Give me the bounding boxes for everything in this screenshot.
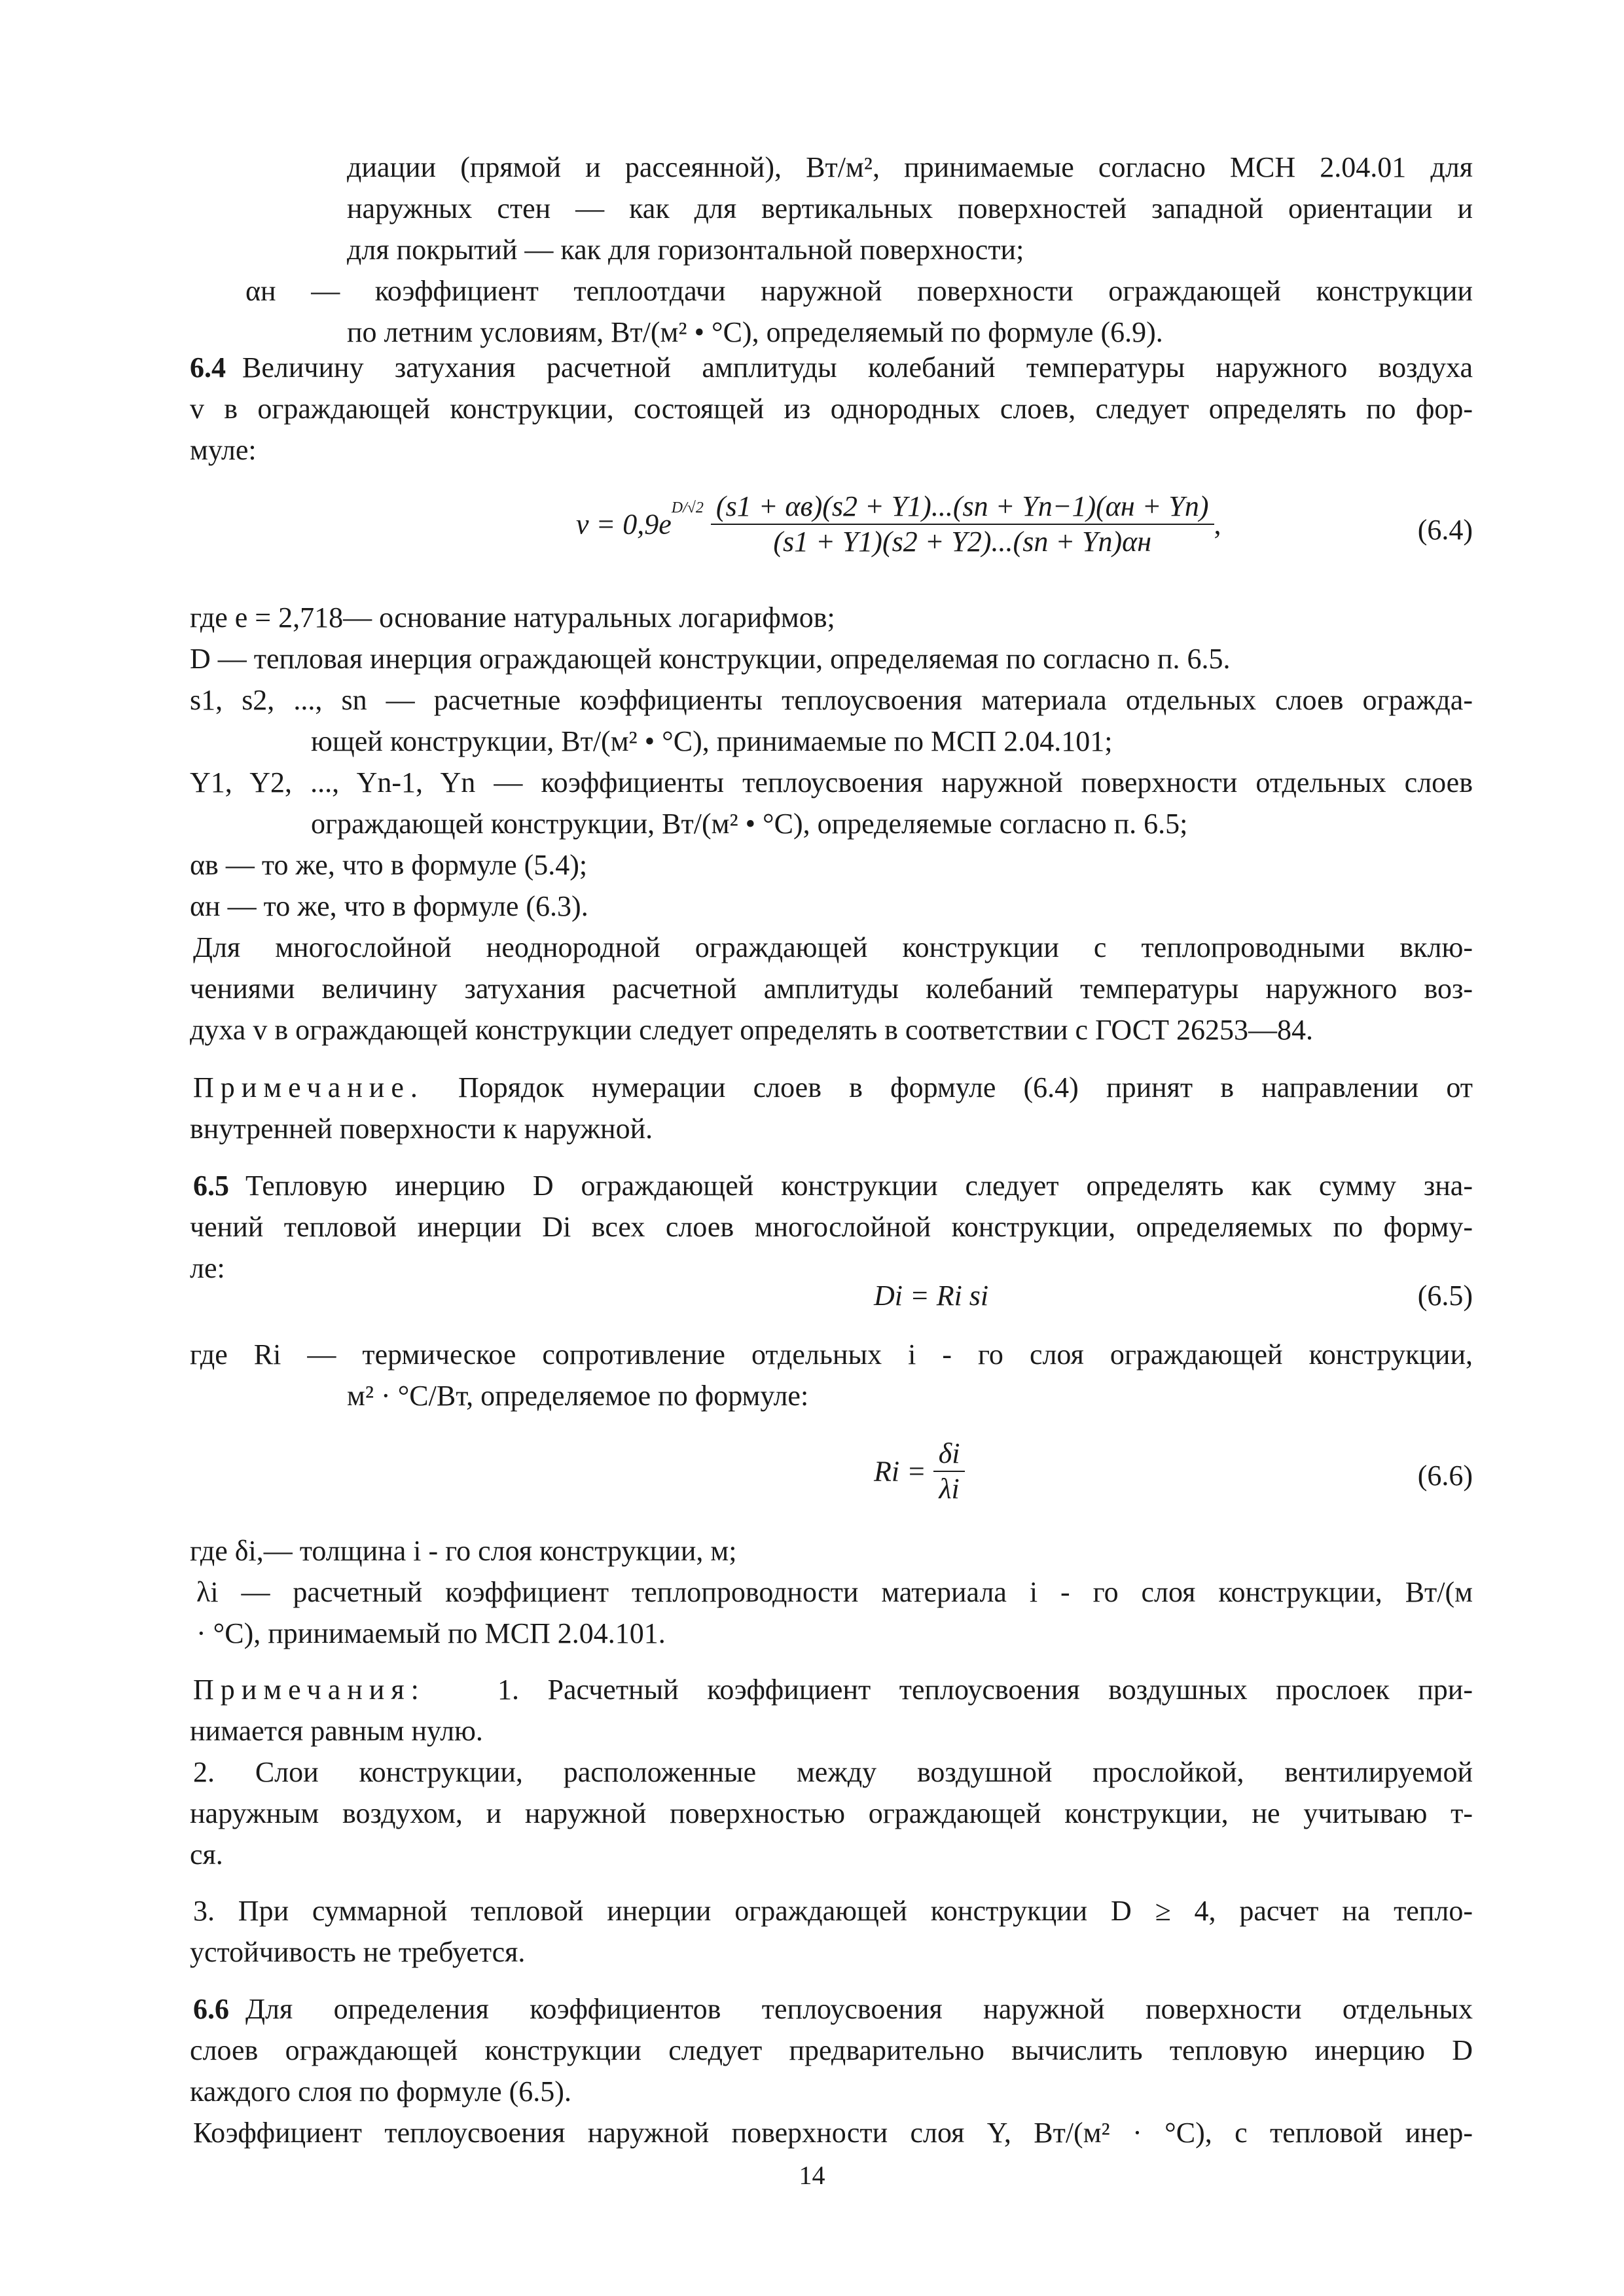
- text-line: м² · °С/Вт, определяемое по формуле:: [347, 1380, 809, 1412]
- text-line: устойчивость не требуется.: [190, 1936, 526, 1968]
- text-line: диации (прямой и рассеянной), Вт/м², принимаемые согласно МСН 2.04.01 для: [347, 151, 1473, 183]
- text-line: каждого слоя по формуле (6.5).: [190, 2075, 571, 2108]
- text-line: где δi,— толщина i - го слоя конструкции, м;: [190, 1535, 737, 1567]
- text-line: где е = 2,718— основание натуральных логарифмов;: [190, 601, 835, 634]
- text-line: s1, s2, ..., sn — расчетные коэффициенты теплоусвоения материала отдельных слоев огражда-: [190, 684, 1473, 716]
- text-line: чениями величину затухания расчетной амплитуды колебаний температуры наружного воз-: [190, 973, 1473, 1005]
- text-line: нимается равным нулю.: [190, 1715, 483, 1747]
- text-line: Y1, Y2, ..., Yn-1, Yn — коэффициенты теплоусвоения наружной поверхности отдельных слоев: [190, 766, 1473, 798]
- eq-exponent: D/√2: [671, 499, 704, 517]
- eq-fraction: [711, 490, 1214, 559]
- page-number: 14: [799, 2161, 825, 2190]
- eq-denominator: (s1 + Y1)(s2 + Y2)...(sn + Yn)αн: [773, 526, 1152, 558]
- text-line: Для определения коэффициентов теплоусвоения наружной поверхности отдельных: [245, 1993, 1473, 2025]
- eq-lhs: Ri =: [874, 1455, 926, 1488]
- note-label: Примечание.: [193, 1071, 424, 1103]
- text-line: внутренней поверхности к наружной.: [190, 1113, 653, 1145]
- section-number: 6.4: [190, 351, 226, 384]
- text-line: ограждающей конструкции, Вт/(м² • °С), определяемые согласно п. 6.5;: [311, 808, 1188, 840]
- eq-fraction: [933, 1437, 965, 1506]
- equation-number: (6.4): [1417, 514, 1473, 546]
- text-line: наружных стен — как для вертикальных поверхностей западной ориентации и: [347, 192, 1473, 224]
- section-number: 6.6: [193, 1993, 229, 2025]
- eq-numerator: (s1 + αв)(s2 + Y1)...(sn + Yn−1)(αн + Yn): [711, 490, 1214, 525]
- text-line: для покрытий — как для горизонтальной поверхности;: [347, 234, 1024, 266]
- eq-numerator: δi: [933, 1437, 965, 1472]
- text-line: 1. Расчетный коэффициент теплоусвоения воздушных прослоек при-: [497, 1674, 1473, 1706]
- equation-6-6: [874, 1437, 965, 1506]
- text-line: Порядок нумерации слоев в формуле (6.4) принят в направлении от: [458, 1071, 1473, 1103]
- text-line: 3. При суммарной тепловой инерции ограждающей конструкции D ≥ 4, расчет на тепло-: [193, 1895, 1473, 1927]
- text-line: αв — то же, что в формуле (5.4);: [190, 849, 588, 881]
- text-line: αн — то же, что в формуле (6.3).: [190, 890, 588, 922]
- eq-lhs: ν = 0,9e: [576, 508, 672, 541]
- eq-tail: ,: [1214, 508, 1221, 541]
- text-line: 2. Слои конструкции, расположенные между воздушной прослойкой, вентилируемой: [193, 1756, 1473, 1788]
- text-line: αн — коэффициент теплоотдачи наружной поверхности ограждающей конструкции: [245, 275, 1473, 307]
- equation-6-5: Di = Ri si: [874, 1280, 989, 1312]
- text-line: Коэффициент теплоусвоения наружной поверхности слоя Y, Вт/(м² · °С), с тепловой инер-: [193, 2117, 1473, 2149]
- text-line: ся.: [190, 1839, 223, 1871]
- text-line: слоев ограждающей конструкции следует предварительно вычислить тепловую инерцию D: [190, 2034, 1473, 2066]
- text-line: · °С), принимаемый по МСП 2.04.101.: [196, 1617, 666, 1649]
- equation-6-4: [576, 490, 1221, 559]
- text-line: D — тепловая инерция ограждающей конструкции, определяемая по согласно п. 6.5.: [190, 643, 1231, 675]
- text-line: где Ri — термическое сопротивление отдельных i - го слоя ограждающей конструкции,: [190, 1338, 1473, 1371]
- notes-label: Примечания:: [193, 1674, 425, 1706]
- eq-denominator: λi: [939, 1473, 960, 1505]
- text-line: Для многослойной неоднородной ограждающей конструкции с теплопроводными вклю-: [193, 931, 1473, 963]
- text-line: чений тепловой инерции Di всех слоев многослойной конструкции, определяемых по форму-: [190, 1211, 1473, 1243]
- equation-number: (6.5): [1417, 1280, 1473, 1312]
- text-line: λi — расчетный коэффициент теплопроводности материала i - го слоя конструкции, Вт/(м: [196, 1576, 1473, 1608]
- text-line: Тепловую инерцию D ограждающей конструкции следует определять как сумму зна-: [245, 1170, 1473, 1202]
- text-line: духа v в ограждающей конструкции следует определять в соответствии с ГОСТ 26253—84.: [190, 1014, 1313, 1046]
- text-line: v в ограждающей конструкции, состоящей из однородных слоев, следует определять по фор-: [190, 393, 1473, 425]
- text-line: ле:: [190, 1252, 225, 1284]
- section-number: 6.5: [193, 1170, 229, 1202]
- equation-number: (6.6): [1417, 1460, 1473, 1492]
- text-line: ющей конструкции, Вт/(м² • °С), принимаемые по МСП 2.04.101;: [311, 725, 1113, 757]
- text-line: наружным воздухом, и наружной поверхностью ограждающей конструкции, не учитываю т-: [190, 1797, 1473, 1829]
- text-line: Величину затухания расчетной амплитуды колебаний температуры наружного воздуха: [242, 351, 1473, 384]
- text-line: муле:: [190, 434, 257, 466]
- text-line: по летним условиям, Вт/(м² • °С), определяемый по формуле (6.9).: [347, 316, 1163, 348]
